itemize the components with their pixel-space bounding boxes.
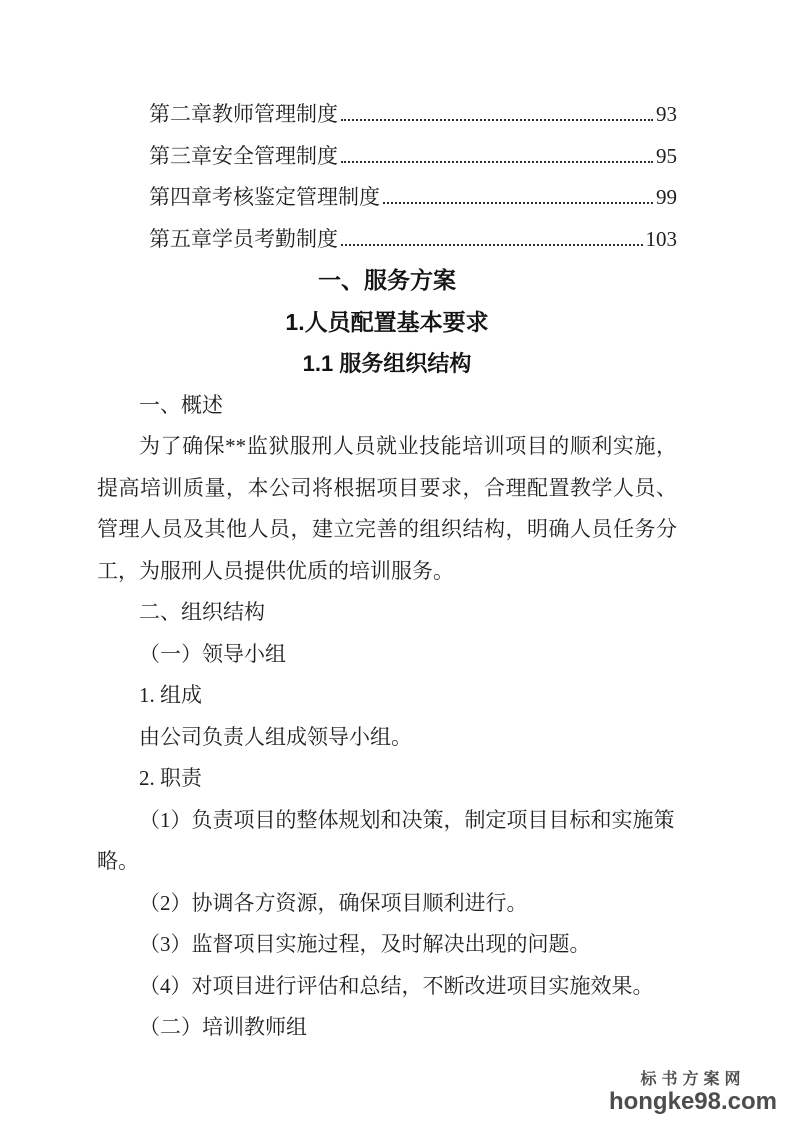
body-line: （1）负责项目的整体规划和决策，制定项目目标和实施策略。	[97, 807, 675, 873]
watermark-site-name: 标书方案网	[640, 1071, 746, 1088]
toc-dot-leader	[341, 244, 643, 246]
body-line: 二、组织结构	[139, 600, 265, 624]
body-line: （二）培训教师组	[139, 1015, 307, 1039]
body-line: 2. 职责	[139, 766, 202, 790]
heading-personnel-requirements: 1.人员配置基本要求	[285, 308, 489, 335]
body-line: 一、概述	[139, 392, 223, 417]
heading-service-org-structure: 1.1 服务组织结构	[302, 351, 472, 376]
toc-section	[97, 94, 677, 260]
body-line: （4）对项目进行评估和总结，不断改进项目实施效果。	[139, 973, 654, 998]
body-line: 由公司负责人组成领导小组。	[139, 724, 412, 749]
body-line: （3）监督项目实施过程，及时解决出现的问题。	[139, 932, 591, 956]
toc-page-number: 95	[656, 143, 677, 168]
toc-entry	[97, 94, 677, 136]
watermark-site-url: hongke98.com	[608, 1088, 777, 1115]
body-section	[97, 385, 677, 1049]
toc-page-number: 99	[656, 185, 677, 209]
toc-dot-leader	[341, 161, 653, 163]
toc-page-number: 103	[645, 226, 677, 251]
body-line: 1. 组成	[139, 683, 202, 707]
toc-entry	[97, 136, 677, 178]
watermark	[609, 1070, 777, 1114]
toc-entry-title: 第三章安全管理制度	[149, 143, 338, 168]
toc-dot-leader	[383, 202, 653, 204]
body-line: （一）领导小组	[139, 641, 286, 666]
toc-entry-title: 第五章学员考勤制度	[149, 226, 338, 251]
toc-entry	[97, 177, 677, 219]
heading-service-plan: 一、服务方案	[318, 267, 456, 293]
toc-page-number: 93	[656, 102, 677, 126]
body-line: 为了确保**监狱服刑人员就业技能培训项目的顺利实施，提高培训质量，本公司将根据项目要求，合理配置教学人员、管理人员及其他人员，建立完善的组织结构，明确人员任务分工，为服刑人员提供优质的培训服务。	[97, 434, 677, 583]
toc-entry	[97, 219, 677, 261]
toc-entry-title: 第四章考核鉴定管理制度	[149, 185, 380, 209]
body-line: （2）协调各方资源，确保项目顺利进行。	[139, 890, 528, 915]
toc-dot-leader	[341, 119, 653, 121]
toc-entry-title: 第二章教师管理制度	[149, 102, 338, 126]
